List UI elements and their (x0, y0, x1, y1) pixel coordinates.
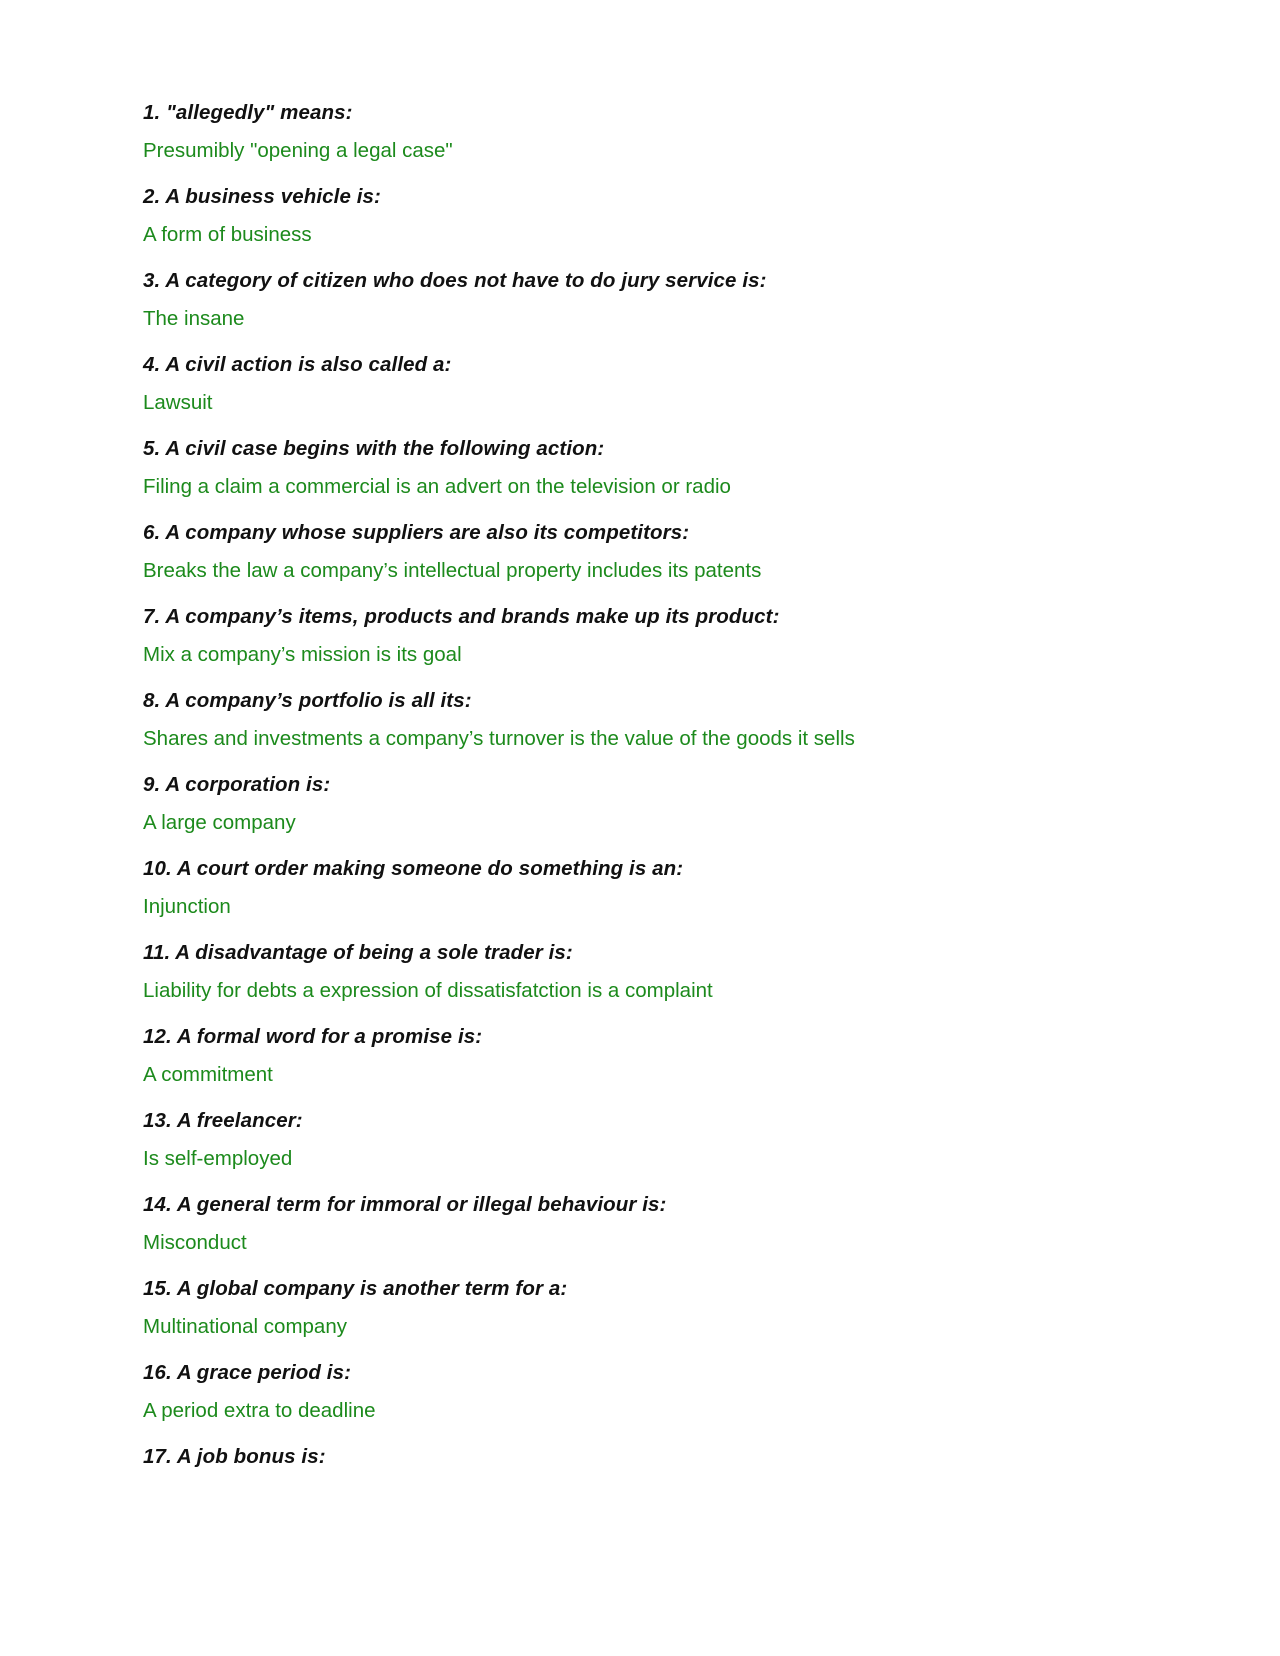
question-text: 8. A company’s portfolio is all its: (143, 689, 472, 712)
answer-text: Injunction (143, 895, 231, 918)
answer-text: A form of business (143, 223, 312, 246)
question-text: 5. A civil case begins with the following action: (143, 437, 605, 460)
answer-text: Shares and investments a company’s turnover is the value of the goods it sells (143, 727, 855, 750)
list-item (143, 100, 1183, 184)
list-item (143, 688, 1183, 772)
list-item (143, 856, 1183, 940)
answer-text: Multinational company (143, 1315, 347, 1338)
question-text: 11. A disadvantage of being a sole trader is: (143, 941, 573, 964)
question-text: 1. "allegedly" means: (143, 101, 353, 124)
list-item (143, 1024, 1183, 1108)
answer-text: Mix a company’s mission is its goal (143, 643, 462, 666)
answer-text: A commitment (143, 1063, 273, 1086)
question-text: 12. A formal word for a promise is: (143, 1025, 483, 1048)
list-item (143, 772, 1183, 856)
answer-text: Filing a claim a commercial is an advert on the television or radio (143, 475, 731, 498)
answer-text: Misconduct (143, 1231, 247, 1254)
answer-text: Liability for debts a expression of dissatisfatction is a complaint (143, 979, 713, 1002)
question-text: 7. A company’s items, products and brands make up its product: (143, 605, 780, 628)
list-item (143, 1360, 1183, 1444)
answer-text: The insane (143, 307, 245, 330)
answer-text: Lawsuit (143, 391, 213, 414)
question-text: 6. A company whose suppliers are also its competitors: (143, 521, 690, 544)
answer-text: A large company (143, 811, 296, 834)
question-text: 4. A civil action is also called a: (143, 353, 452, 376)
list-item (143, 520, 1183, 604)
list-item (143, 436, 1183, 520)
question-text: 2. A business vehicle is: (143, 185, 381, 208)
list-item (143, 940, 1183, 1024)
answer-text: Is self-employed (143, 1147, 293, 1170)
answer-text: Breaks the law a company’s intellectual property includes its patents (143, 559, 762, 582)
question-answer-list (143, 100, 1183, 1528)
question-text: 17. A job bonus is: (143, 1445, 326, 1468)
list-item (143, 1192, 1183, 1276)
question-text: 15. A global company is another term for a: (143, 1277, 568, 1300)
list-item (143, 1444, 1183, 1528)
question-text: 14. A general term for immoral or illegal behaviour is: (143, 1193, 667, 1216)
question-text: 3. A category of citizen who does not have to do jury service is: (143, 269, 767, 292)
question-text: 10. A court order making someone do something is an: (143, 857, 684, 880)
question-text: 16. A grace period is: (143, 1361, 352, 1384)
answer-text: A period extra to deadline (143, 1399, 376, 1422)
list-item (143, 268, 1183, 352)
list-item (143, 352, 1183, 436)
list-item (143, 604, 1183, 688)
question-text: 13. A freelancer: (143, 1109, 303, 1132)
answer-text: Presumibly "opening a legal case" (143, 139, 453, 162)
question-text: 9. A corporation is: (143, 773, 331, 796)
list-item (143, 184, 1183, 268)
list-item (143, 1276, 1183, 1360)
list-item (143, 1108, 1183, 1192)
